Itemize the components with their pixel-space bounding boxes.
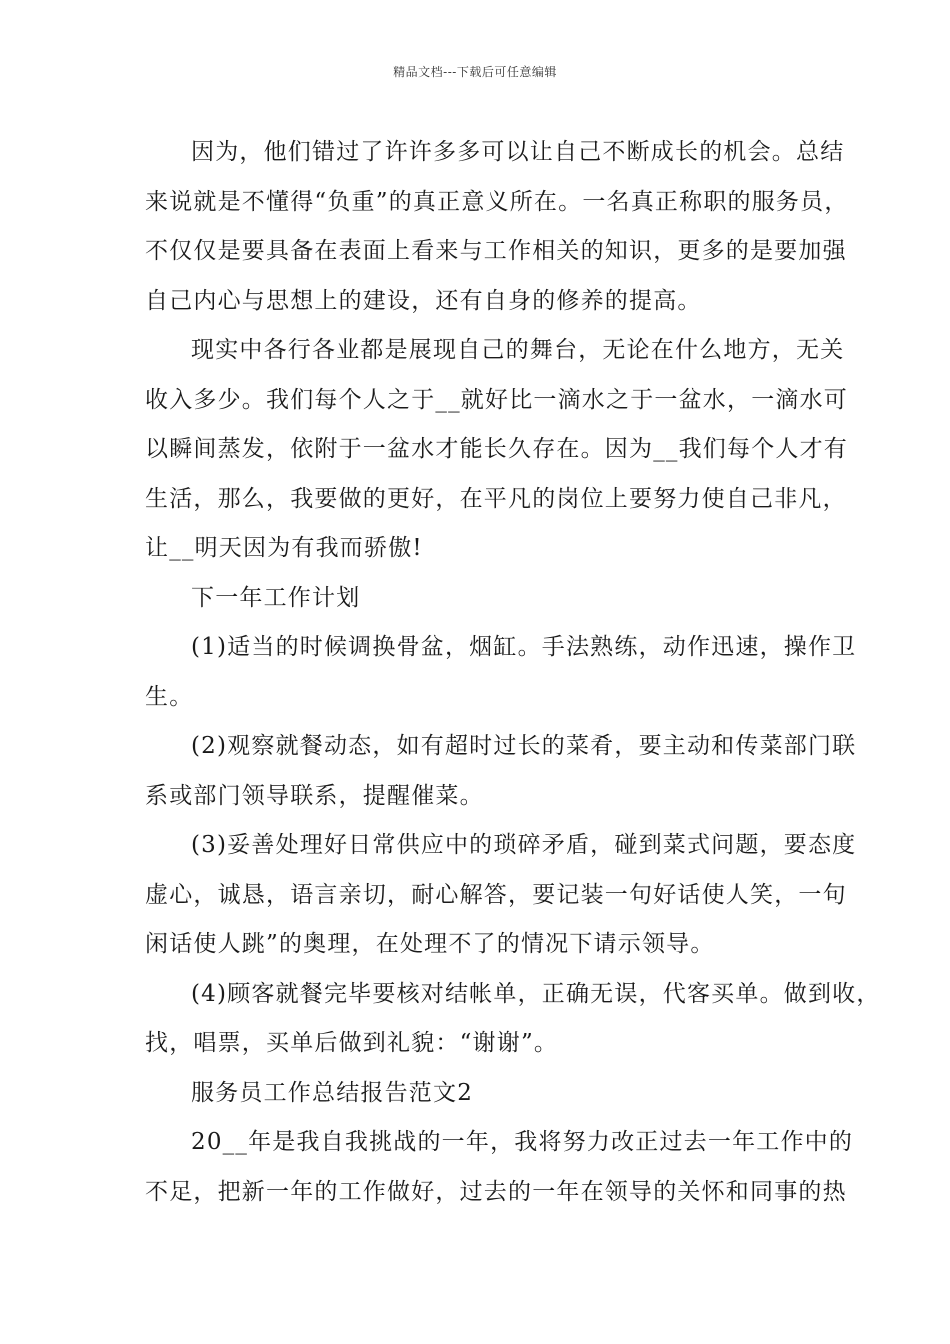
- section-heading: 服务员工作总结报告范文2: [191, 1079, 474, 1106]
- text-line: (2)观察就餐动态，如有超时过长的菜肴，要主动和传菜部门联: [191, 733, 857, 759]
- document-body: [145, 128, 881, 1217]
- text-line: 找，唱票，买单后做到礼貌：“谢谢”。: [145, 1030, 559, 1056]
- text-line: (1)适当的时候调换骨盆，烟缸。手法熟练，动作迅速，操作卫: [191, 634, 857, 660]
- section-heading: 下一年工作计划: [191, 584, 361, 611]
- text-line: 因为，他们错过了许许多多可以让自己不断成长的机会。总结: [191, 139, 845, 165]
- text-line: 收入多少。我们每个人之于__就好比一滴水之于一盆水，一滴水可: [145, 386, 848, 413]
- text-line: 自己内心与思想上的建设，还有自身的修养的提高。: [145, 287, 702, 314]
- text-line: 不仅仅是要具备在表面上看来与工作相关的知识，更多的是要加强: [145, 238, 847, 264]
- text-line: 虚心，诚恳，语言亲切，耐心解答，要记装一句好话使人笑，一句: [145, 881, 847, 908]
- text-line: 以瞬间蒸发，依附于一盆水才能长久存在。因为__我们每个人才有: [145, 436, 848, 462]
- text-line: 闲话使人跳”的奥理，在处理不了的情况下请示领导。: [145, 931, 715, 957]
- text-line: (4)顾客就餐完毕要核对结帐单，正确无误，代客买单。做到收，: [191, 980, 881, 1007]
- text-line: 让__明天因为有我而骄傲!: [145, 535, 423, 561]
- text-line: (3)妥善处理好日常供应中的琐碎矛盾，碰到菜式问题，要态度: [191, 832, 857, 858]
- text-line: 生活，那么，我要做的更好，在平凡的岗位上要努力使自己非凡，: [145, 485, 847, 512]
- text-line: 系或部门领导联系，提醒催菜。: [145, 782, 484, 809]
- text-line: 不足，把新一年的工作做好，过去的一年在领导的关怀和同事的热: [145, 1178, 847, 1205]
- text-line: 生。: [145, 683, 194, 710]
- text-line: 来说就是不懂得“负重”的真正意义所在。一名真正称职的服务员，: [145, 188, 849, 215]
- text-line: 20__年是我自我挑战的一年，我将努力改正过去一年工作中的: [191, 1129, 854, 1155]
- page-header: 精品文档---下载后可任意编辑: [393, 65, 557, 79]
- text-line: 现实中各行各业都是展现自己的舞台，无论在什么地方，无关: [191, 337, 845, 363]
